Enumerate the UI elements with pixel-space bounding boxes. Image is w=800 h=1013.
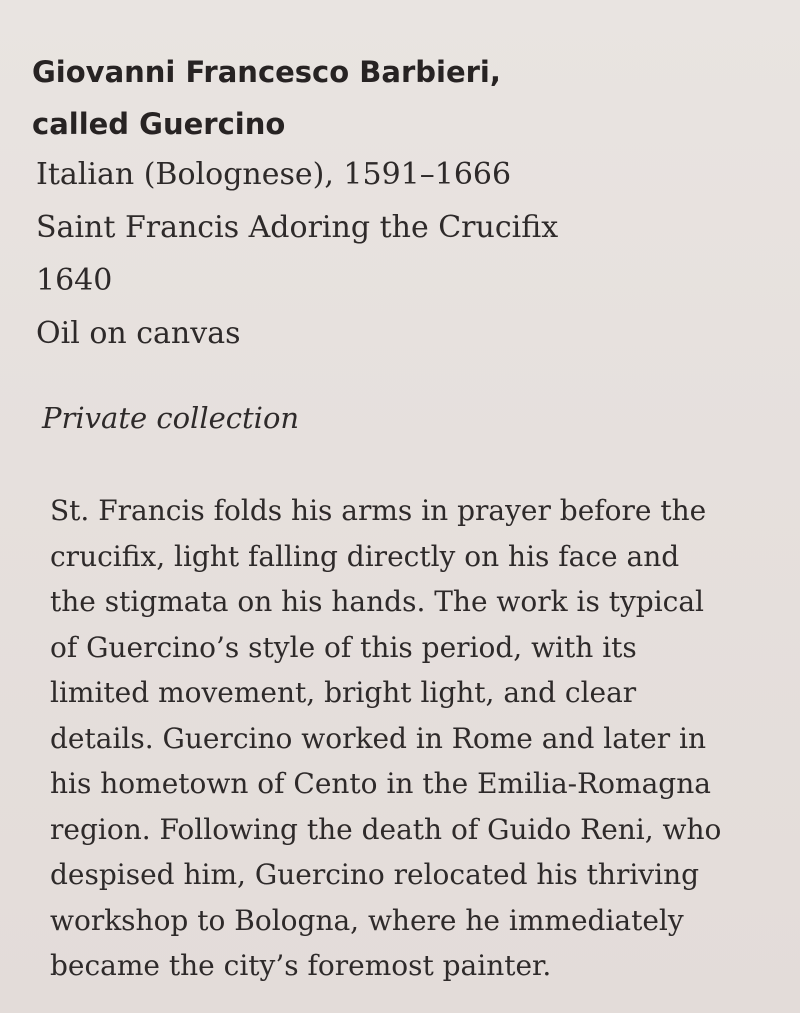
- description-line: of Guercino’s style of this period, with its: [50, 630, 637, 664]
- description-line: crucifix, light falling directly on his face and: [50, 539, 680, 573]
- description-line: limited movement, bright light, and clear: [50, 676, 637, 709]
- description-line: region. Following the death of Guido Reni, who: [50, 812, 722, 846]
- description-line: became the city’s foremost painter.: [50, 949, 552, 982]
- artwork-year: 1640: [36, 263, 113, 298]
- artist-name: [32, 46, 752, 150]
- artist-nationality-dates: Italian (Bolognese), 1591–1666: [36, 157, 512, 192]
- artist-name-line: called Guercino: [32, 107, 286, 141]
- description-line: despised him, Guercino relocated his thriving: [50, 858, 700, 891]
- description-line: St. Francis folds his arms in prayer before the: [50, 494, 707, 527]
- description-line: the stigmata on his hands. The work is typical: [50, 585, 705, 618]
- description-line: workshop to Bologna, where he immediately: [50, 903, 684, 937]
- description-line: his hometown of Cento in the Emilia-Romagna: [50, 767, 711, 800]
- artwork-title: Saint Francis Adoring the Crucifix: [36, 210, 559, 245]
- artwork-medium: Oil on canvas: [36, 316, 241, 351]
- artist-name-line: Giovanni Francesco Barbieri,: [32, 55, 501, 89]
- artwork-description: [50, 488, 790, 989]
- artwork-details: [36, 148, 776, 360]
- credit-line: Private collection: [42, 401, 300, 435]
- description-line: details. Guercino worked in Rome and later in: [50, 721, 707, 755]
